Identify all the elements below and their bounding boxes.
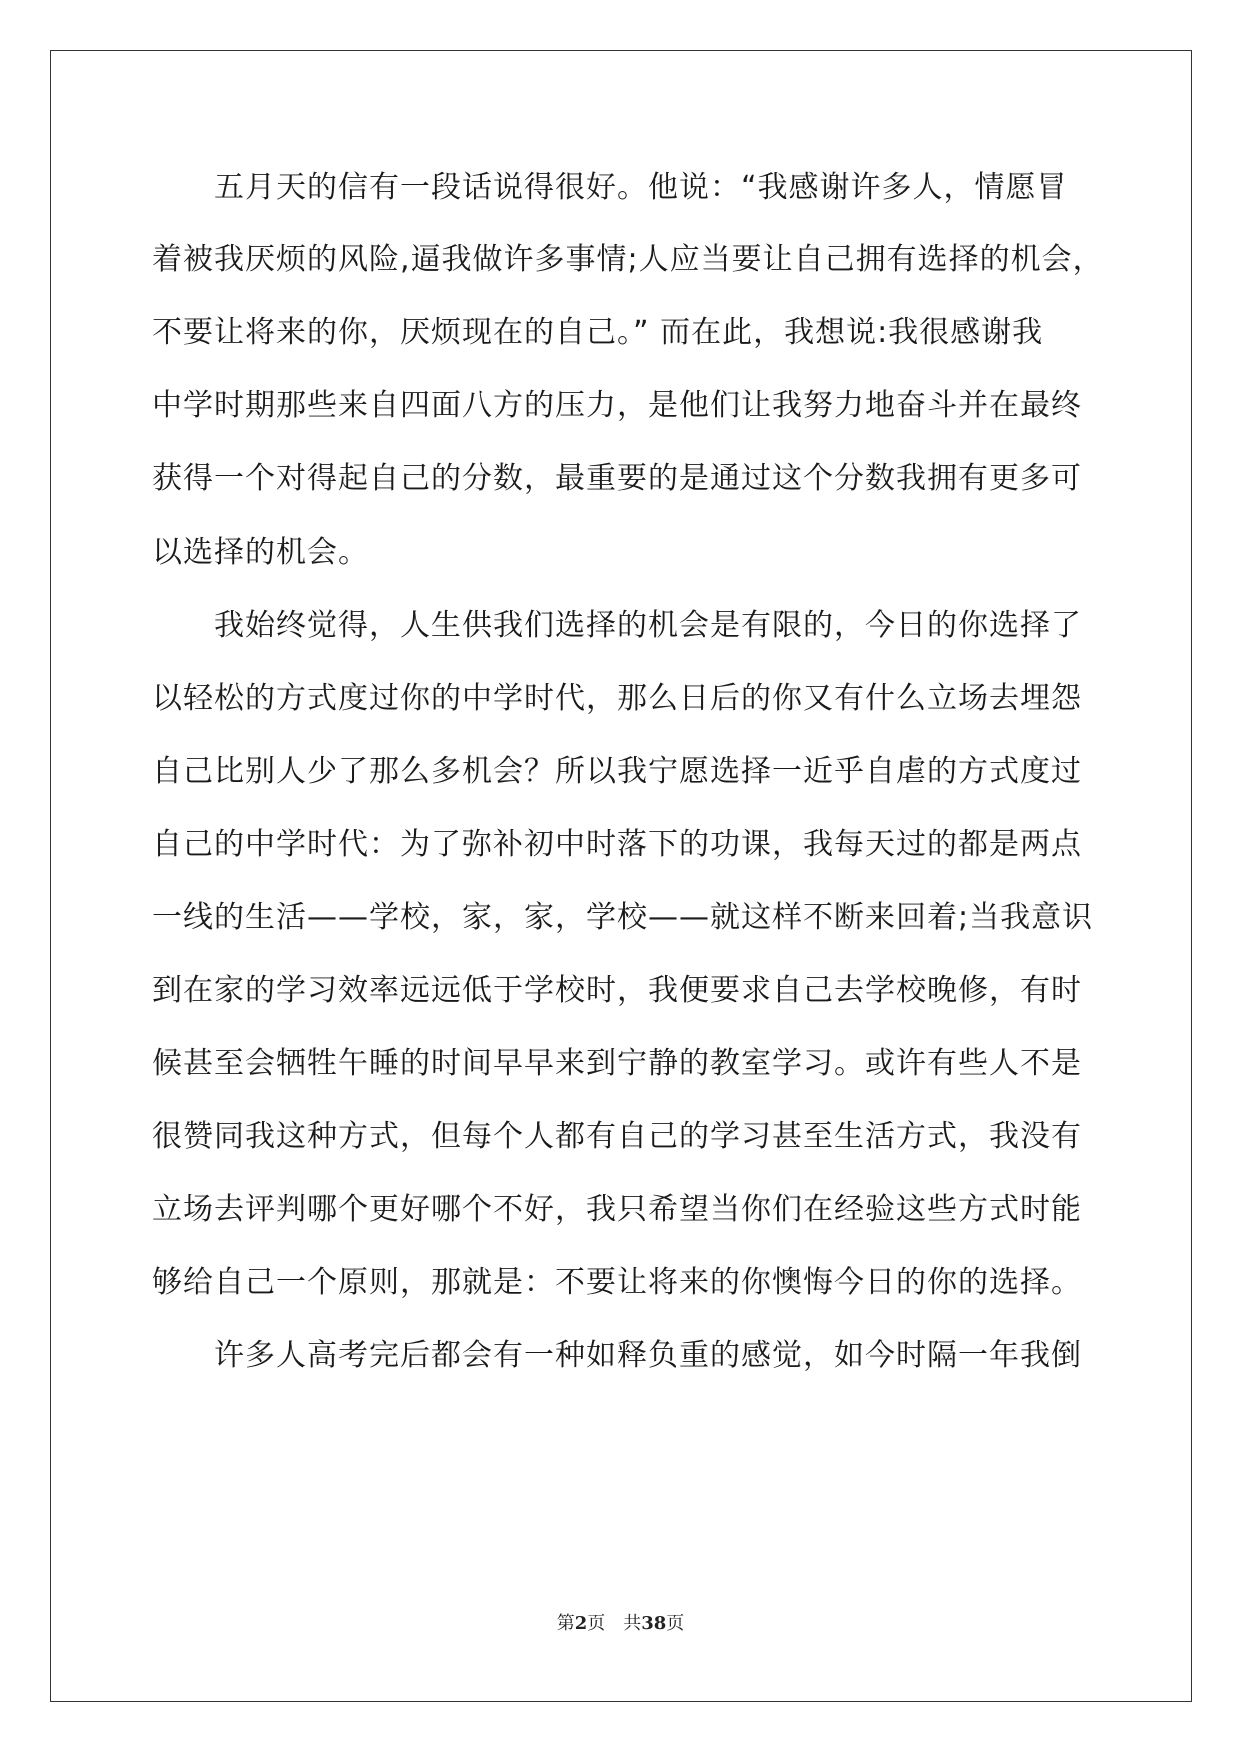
text-line-15: 立场去评判哪个更好哪个不好，我只希望当你们在经验这些方式时能 bbox=[152, 1192, 1082, 1227]
footer-page-suffix: 页 共 bbox=[587, 1613, 642, 1634]
page-footer bbox=[0, 1612, 1241, 1636]
text-line-13: 候甚至会牺牲午睡的时间早早来到宁静的教室学习。或许有些人不是 bbox=[152, 1046, 1082, 1081]
text-line-12: 到在家的学习效率远远低于学校时，我便要求自己去学校晚修，有时 bbox=[152, 973, 1082, 1008]
text-line-9: 自己比别人少了那么多机会？所以我宁愿选择一近乎自虐的方式度过 bbox=[152, 754, 1082, 789]
text-line-5: 获得一个对得起自己的分数，最重要的是通过这个分数我拥有更多可 bbox=[152, 461, 1082, 496]
page-border bbox=[50, 50, 1192, 1702]
text-line-11: 一线的生活——学校，家，家，学校——就这样不断来回着;当我意识 bbox=[152, 900, 1094, 935]
text-line-17: 许多人高考完后都会有一种如释负重的感觉，如今时隔一年我倒 bbox=[152, 1338, 1082, 1373]
text-line-3: 不要让将来的你，厌烦现在的自己。” 而在此，我想说:我很感谢我 bbox=[152, 315, 1044, 350]
footer-prefix: 第 bbox=[556, 1613, 575, 1634]
text-line-4: 中学时期那些来自四面八方的压力，是他们让我努力地奋斗并在最终 bbox=[152, 388, 1082, 423]
text-line-2: 着被我厌烦的风险,逼我做许多事情;人应当要让自己拥有选择的机会， bbox=[152, 242, 1104, 277]
text-line-10: 自己的中学时代：为了弥补初中时落下的功课，我每天过的都是两点 bbox=[152, 827, 1082, 862]
text-line-14: 很赞同我这种方式，但每个人都有自己的学习甚至生活方式，我没有 bbox=[152, 1119, 1082, 1154]
text-line-6: 以选择的机会。 bbox=[152, 535, 369, 570]
text-line-16: 够给自己一个原则，那就是：不要让将来的你懊悔今日的你的选择。 bbox=[152, 1265, 1082, 1300]
text-line-7: 我始终觉得，人生供我们选择的机会是有限的，今日的你选择了 bbox=[152, 608, 1082, 643]
footer-total-pages: 38 bbox=[641, 1613, 667, 1634]
footer-total-suffix: 页 bbox=[666, 1613, 685, 1634]
footer-page-number: 2 bbox=[574, 1613, 588, 1634]
text-line-8: 以轻松的方式度过你的中学时代，那么日后的你又有什么立场去埋怨 bbox=[152, 681, 1082, 716]
text-line-1: 五月天的信有一段话说得很好。他说：“我感谢许多人，情愿冒 bbox=[152, 170, 1068, 205]
